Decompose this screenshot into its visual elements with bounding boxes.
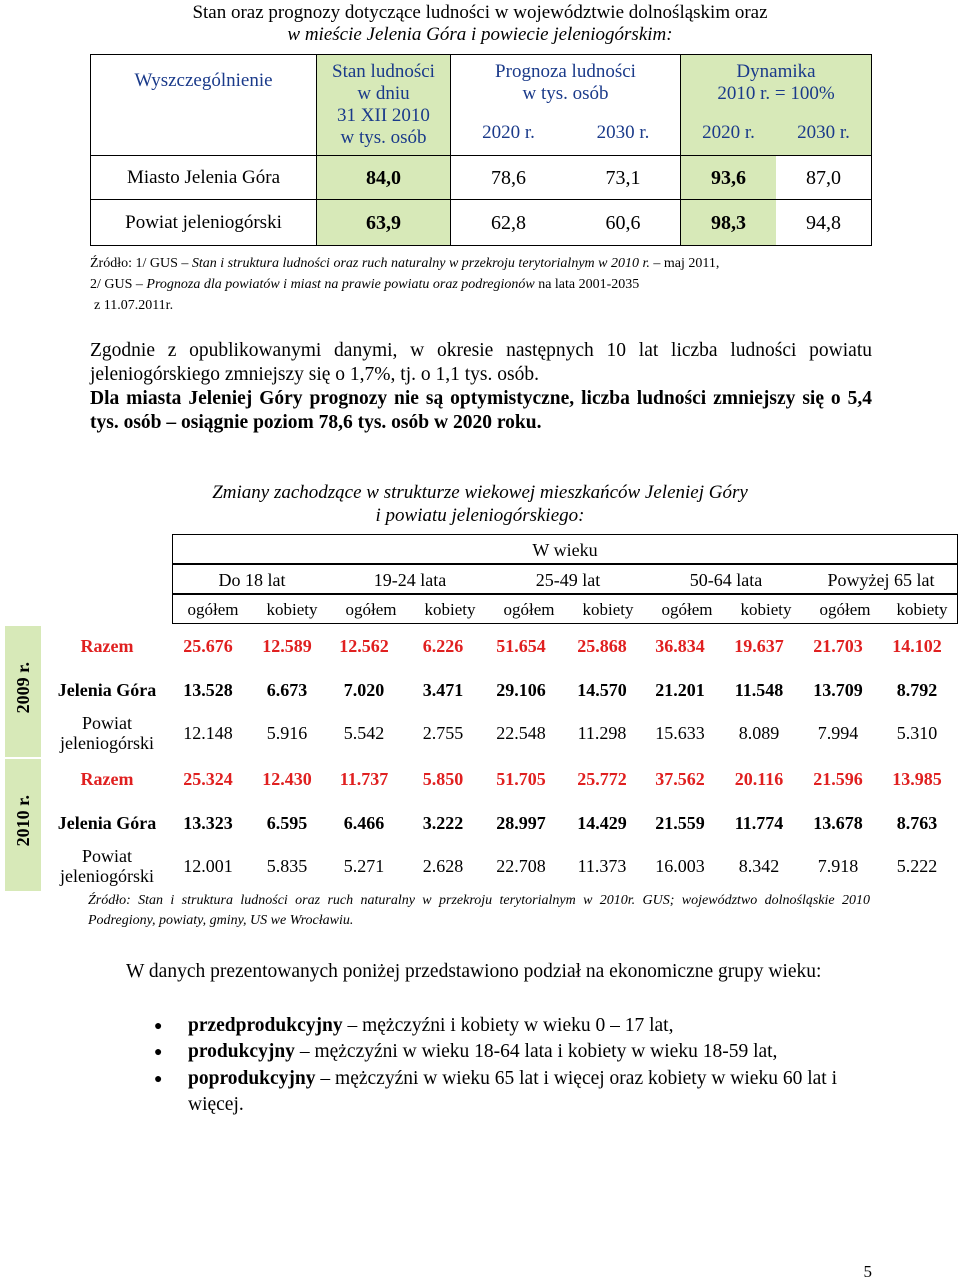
page-title-line2: w mieście Jelenia Góra i powiecie jeleniogórskim: <box>287 24 673 45</box>
table-cell: 11.548 <box>734 680 784 700</box>
sub-column-header: kobiety <box>424 600 476 619</box>
table-cell: 7.918 <box>817 856 859 876</box>
table-cell: 5.222 <box>896 856 938 876</box>
header-w-wieku: W wieku <box>172 534 958 564</box>
table-cell: 6.673 <box>266 680 308 700</box>
cell-dyn-2020: 98,3 <box>681 199 776 245</box>
table-cell: 21.201 <box>655 680 705 700</box>
table-cell: 36.834 <box>655 636 705 656</box>
table-cell: 5.542 <box>343 723 385 743</box>
table-cell: 12.589 <box>262 636 312 656</box>
table-cell: 16.003 <box>655 856 705 876</box>
paragraph-forecast: Zgodnie z opublikowanymi danymi, w okresie następnych 10 lat liczba ludności powiatu jeleniogórskiego zmniejszy się o 1,7%, tj. o 1,1 tys. osób. Dla miasta Jeleniej Góry prognozy nie są optymistyczne, liczba ludności zmniejszy się o 5,4 tys. osób – osiągnie poziom 78,6 tys. osób w 2020 roku. <box>90 340 872 433</box>
table-cell: 8.089 <box>738 723 780 743</box>
table-cell: 11.774 <box>734 813 784 833</box>
cell-prog-2020: 62,8 <box>451 199 566 245</box>
row-label-line: Powiat <box>81 846 132 866</box>
sub-column-header: kobiety <box>582 600 634 619</box>
row-label-line: jeleniogórski <box>60 733 154 753</box>
table-cell: 11.737 <box>339 769 389 789</box>
table-cell: 14.429 <box>577 813 627 833</box>
table-cell: 6.595 <box>266 813 308 833</box>
cell-prog-2020: 78,6 <box>451 155 566 199</box>
sub-column-header: kobiety <box>740 600 792 619</box>
table-cell: 20.116 <box>734 769 784 789</box>
sub-column-header: ogółem <box>345 600 397 619</box>
table-cell: 3.222 <box>422 813 464 833</box>
table-cell: 11.298 <box>577 723 627 743</box>
sub-column-header: kobiety <box>896 600 948 619</box>
table-cell: 12.001 <box>183 856 233 876</box>
bullet-icon: ● <box>154 1019 163 1034</box>
cell-prog-2030: 60,6 <box>566 199 681 245</box>
cell-stan: 63,9 <box>316 199 451 245</box>
table-cell: 21.559 <box>655 813 705 833</box>
row-label <box>46 769 168 789</box>
sub-column-header: ogółem <box>187 600 239 619</box>
cell-dyn-2030: 94,8 <box>776 199 871 245</box>
age-group-header: 19-24 lata <box>373 570 447 590</box>
cell-stan: 84,0 <box>316 155 451 199</box>
sub-column-header: ogółem <box>503 600 555 619</box>
bullet-item-postproductive: poprodukcyjny – mężczyźni w wieku 65 lat i więcej oraz kobiety w wieku 60 lat i więcej. <box>188 1068 837 1115</box>
table-cell: 5.835 <box>266 856 308 876</box>
table-cell: 37.562 <box>655 769 705 789</box>
row-label <box>46 636 168 656</box>
bullet-icon: ● <box>154 1072 163 1087</box>
row-label-powiat: Powiat jeleniogórski <box>91 199 316 245</box>
population-forecast-table <box>90 54 872 246</box>
table-cell: 6.226 <box>422 636 464 656</box>
row-label-line: Jelenia Góra <box>57 813 157 833</box>
table-cell: 12.148 <box>183 723 233 743</box>
row-label-line: Razem <box>80 636 134 656</box>
header-sub-columns <box>172 594 958 624</box>
source-note-1: Źródło: 1/ GUS – Stan i struktura ludności oraz ruch naturalny w przekroju terytorialnym w 2010 r. – maj 2011, 2/ GUS – Prognoza dla powiatów i miast na prawie powiatu oraz podregionów na lata 2001-2035 z 11.07.2011r. <box>90 256 720 313</box>
table-cell: 5.271 <box>343 856 385 876</box>
table-cell: 15.633 <box>655 723 705 743</box>
header-year-prog-2030: 2030 r. <box>566 111 681 155</box>
table2-title-line1: Zmiany zachodzące w strukturze wiekowej mieszkańców Jeleniej Góry <box>212 482 748 503</box>
header-year-dyn-2030: 2030 r. <box>776 111 871 155</box>
table-cell: 22.708 <box>496 856 546 876</box>
year-box-2010: 2010 r. <box>5 759 41 891</box>
row-label <box>46 813 168 833</box>
table-cell: 3.471 <box>422 680 464 700</box>
header-stan-ludnosci: Stan ludności w dniu 31 XII 2010 w tys. osób <box>316 55 451 155</box>
header-dynamika: Dynamika 2010 r. = 100% <box>681 55 871 111</box>
table-cell: 5.850 <box>422 769 464 789</box>
table-cell: 25.324 <box>183 769 233 789</box>
table-cell: 5.916 <box>266 723 308 743</box>
age-group-header: Powyżej 65 lat <box>827 570 935 590</box>
table-cell: 25.868 <box>577 636 627 656</box>
table-cell: 51.705 <box>496 769 546 789</box>
table-cell: 13.528 <box>183 680 233 700</box>
table-cell: 25.772 <box>577 769 627 789</box>
bullet-icon: ● <box>154 1045 163 1060</box>
bullet-item-productive: produkcyjny – mężczyźni w wieku 18-64 lata i kobiety w wieku 18-59 lat, <box>188 1041 778 1062</box>
table-cell: 21.596 <box>813 769 863 789</box>
table-cell: 2.755 <box>422 723 464 743</box>
page-number: 5 <box>863 1262 872 1281</box>
table-cell: 14.570 <box>577 680 627 700</box>
row-label-line: Powiat <box>81 713 132 733</box>
row-label <box>46 846 168 886</box>
table-cell: 13.323 <box>183 813 233 833</box>
row-label-line: jeleniogórski <box>60 866 154 886</box>
table2-title-line2: i powiatu jeleniogórskiego: <box>375 505 585 526</box>
source-note-2: Źródło: Stan i struktura ludności oraz ruch naturalny w przekroju terytorialnym w 2010r. GUS; województwo dolnośląskie 2010 Podregiony, powiaty, gminy, US we Wrocławiu. <box>88 893 870 928</box>
table-cell: 8.792 <box>896 680 938 700</box>
year-box-2009: 2009 r. <box>5 626 41 757</box>
cell-prog-2030: 73,1 <box>566 155 681 199</box>
sub-column-header: ogółem <box>661 600 713 619</box>
table-cell: 21.703 <box>813 636 863 656</box>
row-label <box>46 713 168 753</box>
row-label <box>46 680 168 700</box>
row-label-line: Razem <box>80 769 134 789</box>
table-cell: 6.466 <box>343 813 385 833</box>
table-cell: 7.994 <box>817 723 859 743</box>
table-cell: 14.102 <box>892 636 942 656</box>
table-cell: 12.430 <box>262 769 312 789</box>
table-cell: 29.106 <box>496 680 546 700</box>
table-cell: 8.342 <box>738 856 780 876</box>
table-cell: 5.310 <box>896 723 938 743</box>
header-prognoza: Prognoza ludności w tys. osób <box>451 55 681 111</box>
header-year-dyn-2020: 2020 r. <box>681 111 776 155</box>
age-group-header: 25-49 lat <box>535 570 601 590</box>
cell-dyn-2030: 87,0 <box>776 155 871 199</box>
row-label-line: Jelenia Góra <box>57 680 157 700</box>
age-group-header: Do 18 lat <box>218 570 286 590</box>
table-cell: 13.678 <box>813 813 863 833</box>
sub-column-header: ogółem <box>819 600 871 619</box>
table-cell: 51.654 <box>496 636 546 656</box>
age-group-header: 50-64 lata <box>689 570 763 590</box>
table-cell: 19.637 <box>734 636 784 656</box>
header-wyszczegolnienie: Wyszczególnienie <box>134 70 273 91</box>
paragraph-economic-groups: W danych prezentowanych poniżej przedstawiono podział na ekonomiczne grupy wieku: <box>126 961 822 982</box>
table-cell: 2.628 <box>422 856 464 876</box>
table-cell: 13.709 <box>813 680 863 700</box>
bullet-item-preproductive: przedprodukcyjny – mężczyźni i kobiety w wieku 0 – 17 lat, <box>188 1015 674 1036</box>
table-cell: 13.985 <box>892 769 942 789</box>
table-cell: 12.562 <box>339 636 389 656</box>
table-cell: 28.997 <box>496 813 546 833</box>
table-cell: 11.373 <box>577 856 627 876</box>
table-cell: 25.676 <box>183 636 233 656</box>
table-cell: 22.548 <box>496 723 546 743</box>
cell-dyn-2020: 93,6 <box>681 155 776 199</box>
sub-column-header: kobiety <box>266 600 318 619</box>
age-structure-header <box>172 534 958 626</box>
table-cell: 8.763 <box>896 813 938 833</box>
header-age-groups <box>172 564 958 594</box>
table-cell: 7.020 <box>343 680 385 700</box>
page-title-line1: Stan oraz prognozy dotyczące ludności w województwie dolnośląskim oraz <box>192 2 768 23</box>
row-label-jelenia-gora: Miasto Jelenia Góra <box>91 155 316 199</box>
header-year-prog-2020: 2020 r. <box>482 122 535 143</box>
